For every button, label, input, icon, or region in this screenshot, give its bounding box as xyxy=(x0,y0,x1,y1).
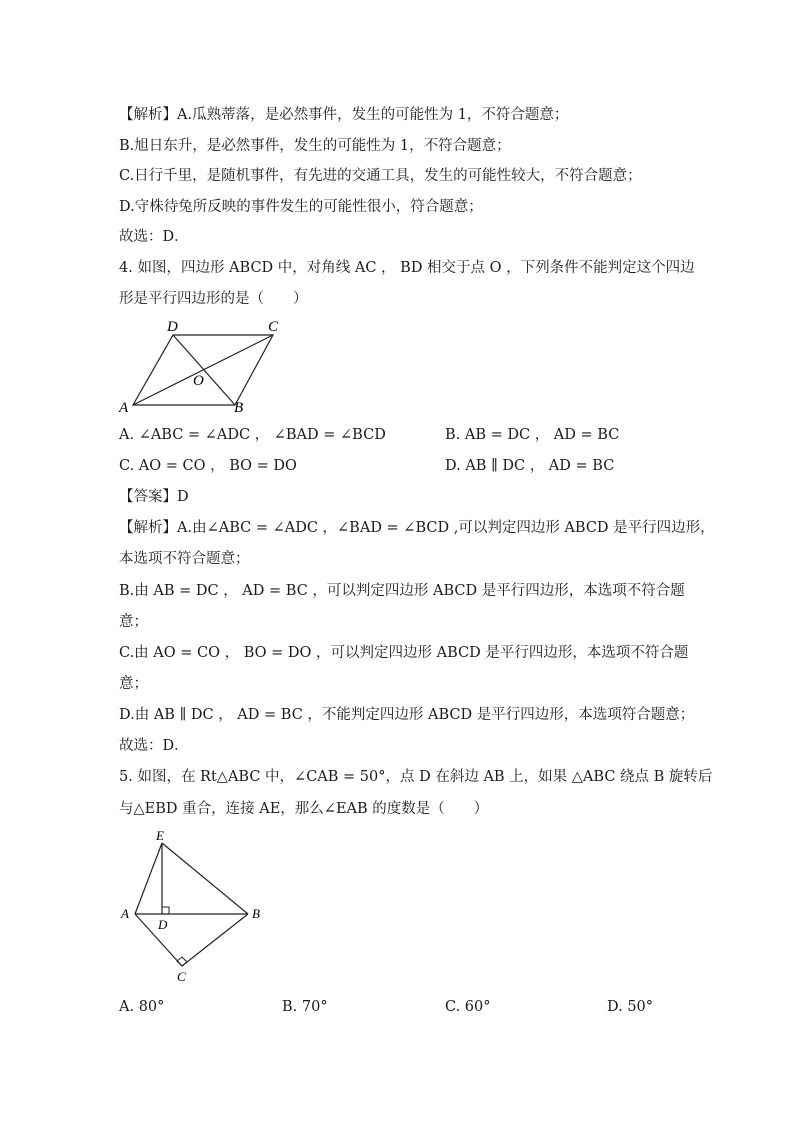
label-C: C xyxy=(268,319,279,335)
segment-CB xyxy=(182,914,248,966)
label-D: D xyxy=(167,319,178,335)
prev-conclusion: 故选：D． xyxy=(119,229,189,245)
q4-stem-line-2: 形是平行四边形的是（ ） xyxy=(119,291,308,307)
q4-option-c: C. AO = CO ， BO = DO xyxy=(119,458,297,474)
segment-EB xyxy=(162,843,248,914)
q5-option-d: D. 50° xyxy=(607,999,654,1015)
label-A: A xyxy=(119,400,129,415)
prev-analysis-line-2: B.旭日东升，是必然事件，发生的可能性为 1，不符合题意； xyxy=(119,138,511,154)
q4-option-d: D. AB ∥ DC ， AD = BC xyxy=(445,458,615,474)
label-D: D xyxy=(158,917,168,932)
q4-stem-line-1: 4. 如图，四边形 ABCD 中，对角线 AC ， BD 相交于点 O ，下列条件不能判定这个四边 xyxy=(119,260,695,276)
prev-analysis-line-3: C.日行千里，是随机事件，有先进的交通工具，发生的可能性较大，不符合题意； xyxy=(119,168,642,184)
prev-analysis-line-1: 【解析】A.瓜熟蒂落，是必然事件，发生的可能性为 1，不符合题意； xyxy=(119,107,569,123)
q4-answer: 【答案】D xyxy=(119,489,189,505)
label-C: C xyxy=(177,969,186,984)
right-angle-mark-D xyxy=(162,907,169,914)
label-E: E xyxy=(156,828,164,843)
q4-conclusion: 故选：D． xyxy=(119,738,189,754)
label-B: B xyxy=(252,906,260,921)
q4-analysis-c-1: C.由 AO = CO ， BO = DO ，可以判定四边形 ABCD 是平行四边形，本选项不符合题 xyxy=(119,645,689,661)
q5-option-c: C. 60° xyxy=(445,999,491,1015)
label-A: A xyxy=(121,906,129,921)
q5-rotation-figure xyxy=(115,828,275,988)
q4-analysis-a-1: 【解析】A.由∠ABC = ∠ADC ，∠BAD = ∠BCD ,可以判定四边形 ABCD 是平行四边形， xyxy=(119,520,715,536)
q4-analysis-b-1: B.由 AB = DC ， AD = BC ，可以判定四边形 ABCD 是平行四边形，本选项不符合题 xyxy=(119,583,685,599)
q5-stem-line-1: 5. 如图，在 Rt△ABC 中，∠CAB = 50°，点 D 在斜边 AB 上，如果 △ABC 绕点 B 旋转后 xyxy=(119,769,713,785)
q4-analysis-d-1: D.由 AB ∥ DC ， AD = BC ，不能判定四边形 ABCD 是平行四边形，本选项符合题意； xyxy=(119,707,695,723)
segment-AE xyxy=(135,843,162,914)
q4-analysis-c-2: 意； xyxy=(119,676,148,692)
q4-analysis-b-2: 意； xyxy=(119,614,148,630)
label-B: B xyxy=(234,400,244,415)
q4-parallelogram-figure xyxy=(115,315,285,415)
label-O: O xyxy=(193,373,204,389)
q4-analysis-a-2: 本选项不符合题意； xyxy=(119,551,250,567)
diagonal-BD xyxy=(173,335,235,405)
prev-analysis-line-4: D.守株待兔所反映的事件发生的可能性很小，符合题意； xyxy=(119,199,483,215)
q4-option-a: A. ∠ABC = ∠ADC ， ∠BAD = ∠BCD xyxy=(119,427,386,443)
diagonal-AC xyxy=(133,335,273,405)
q5-option-b: B. 70° xyxy=(282,999,328,1015)
q5-option-a: A. 80° xyxy=(119,999,165,1015)
q5-stem-line-2: 与△EBD 重合，连接 AE，那么∠EAB 的度数是（ ） xyxy=(119,801,489,817)
q4-option-b: B. AB = DC ， AD = BC xyxy=(445,427,620,443)
